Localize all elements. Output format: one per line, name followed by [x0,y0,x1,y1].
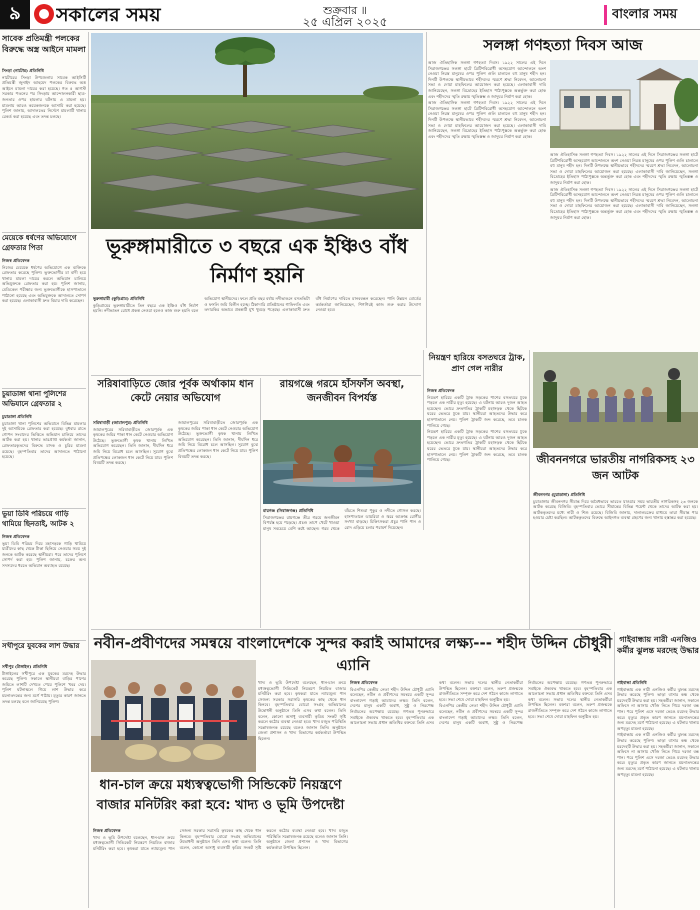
rice-market-side-text: খাদ্য ও ভূমি উপদেষ্টা বলেছেন, ধান-চাল ক্রয়ে মধ্যস্বত্বভোগী সিন্ডিকেট নিয়ন্ত্রণে নিয়মিত বাজার মনিটরিং করা হবে। কৃষকরা যাতে ন্যায্যমূল্য পান সেজন্য সরকার সরাসরি কৃষকের কাছ থেকে ধান কিনবে। বৃহস্পতিবার বোরো সংগ্রহ অভিযানের উদ্বোধনী অনুষ্ঠানে তিনি এসব কথা বলেন। তিনি বলেন, কোনো অসাধু ব্যবসায়ী কৃত্রিম সংকট সৃষ্টি করলে কঠোর ব্যবস্থা নেওয়া হবে। খাদ্য মজুত পরিস্থিতি সন্তোষজনক রয়েছে বলেও জানান তিনি। অনুষ্ঠানে জেলা প্রশাসন ও খাদ্য বিভাগের কর্মকর্তারা উপস্থিত ছিলেন। [258,680,346,741]
rice-market-headline: ধান-চাল ক্রয়ে মধ্যস্বত্বভোগী সিন্ডিকেট নিয়ন্ত্রণে বাজার মনিটরিং করা হবে: খাদ্য ও ভূমি উপদেষ্টা [96,778,345,813]
indians-byline: জীবননগর (চুয়াডাঙ্গা) প্রতিনিধি [533,492,585,497]
shahid-uddin-body [350,680,612,908]
salanga-text-col2b: আজ ঐতিহাসিক সলঙ্গা গণহত্যা দিবস। ১৯২২ সালের এই দিনে সিরাজগঞ্জের সলঙ্গা হাটে ব্রিটিশবিরোধী অসহযোগ আন্দোলনে অংশ নেওয়া নিরস্ত্র মানুষের ওপর পুলিশ গুলি চালালে বহু মানুষ শহীদ হন। দিনটি উপলক্ষে স্থানীয়ভাবে শহীদদের স্মরণে শ্রদ্ধা নিবেদন, আলোচনা সভা ও দোয়া মাহফিলের আয়োজন করা হয়েছে। এলাকাবাসী দাবি জানিয়েছেন, সলঙ্গা বিদ্রোহের ইতিহাস পাঠ্যপুস্তকে অন্তর্ভুক্ত করা হোক এবং শহীদদের স্মৃতি রক্ষায় স্মৃতিস্তম্ভ ও জাদুঘর নির্মাণ করা হোক। [550,186,698,220]
indians-text: চুয়াডাঙ্গার জীবননগর সীমান্ত দিয়ে অবৈধভাবে ভারতে যাওয়ার সময় ভারতীয় নাগরিকসহ ২৩ জনকে আটক করেছে বিজিবি। বৃহস্পতিবার ভোরে সীমান্তের বিভিন্ন পয়েন্ট থেকে তাদের আটক করা হয়। আটককৃতদের মধ্যে নারী ও শিশু রয়েছে। বিজিবি জানায়, দালালচক্রের মাধ্যমে তারা সীমান্ত পার হওয়ার চেষ্টা করছিল। আটককৃতদের বিরুদ্ধে আইনগত ব্যবস্থা গ্রহণের জন্য থানায় হস্তান্তর করা হয়েছে। [533,498,698,521]
truck-headline: নিয়ন্ত্রণ হারিয়ে বসতঘরে ট্রাক, প্রাণ গেল নারীর [428,353,526,373]
logo-emblem [34,4,54,24]
truck-body [427,388,527,624]
bgb-arrest-photo [533,352,698,448]
girl-rape-text: নিজের মেয়েকে ধর্ষণের অভিযোগে এক ব্যক্তিকে গ্রেফতার করেছে পুলিশ। ভুক্তভোগীর মা বাদী হয়ে থানায় মামলা দায়ের করলে অভিযান চালিয়ে অভিযুক্তকে গ্রেফতার করা হয়। পুলিশ জানায়, মেডিকেল পরীক্ষার জন্য ভুক্তভোগীকে হাসপাতালে পাঠানো হয়েছে এবং অভিযুক্তকে আদালতে সোপর্দ করা হয়েছে। এলাকাবাসী দ্রুত বিচার দাবি করেছেন। [2,264,86,304]
truck-byline: নিজস্ব প্রতিবেদক [427,388,455,393]
issue-day: শুক্রবার ॥ [323,4,367,14]
raiganj-headline: রায়গঞ্জে গরমে হাঁসফাঁস অবস্থা, জনজীবন বিপর্যস্ত [279,379,405,404]
sarishabari-headline: সরিষাবাড়িতে জোর পূর্বক অর্থাকাম ধান কেটে নেয়ার অভিযোগ [97,379,254,404]
rice-market-body [93,828,348,908]
palak-text: নাটোরের সিংড়া উপজেলায় সাবেক আইসিটি প্রতিমন্ত্রী জুনাইদ আহমেদ পলকের বিরুদ্ধে অস্ত্র আইনে মামলা দায়ের করা হয়েছে। গত ৫ আগস্ট সরকার পতনের পর সিংড়ায় আন্দোলনকারী ছাত্র-জনতার ওপর হামলার ঘটনায় এ মামলা হয়। মামলায় আরও কয়েকজনকে আসামি করা হয়েছে। পুলিশ জানায়, আদালতের নির্দেশে মামলাটি থানায় রেকর্ড করা হয়েছে এবং তদন্ত চলছে। [2,74,86,119]
snatch-body [2,534,86,638]
bhurungamari-byline: ভূরুঙ্গামারী (কুড়িগ্রাম) প্রতিনিধি [93,296,145,301]
sarishabari-byline: সরিষাবাড়ী (জামালপুর) প্রতিনিধি [93,420,148,425]
inauguration-photo [91,660,256,772]
snatch-byline: নিজস্ব প্রতিবেদক [2,534,30,539]
body-found-headline: সখীপুরে যুবকের লাশ উদ্ধার [2,642,80,650]
children-bathing-photo [263,420,421,504]
gaibandha-body [617,680,699,908]
raiganj-text: সিরাজগঞ্জের রায়গঞ্জে তীব্র গরমে জনজীবন বিপর্যস্ত হয়ে পড়েছে। প্রচণ্ড তাপে খেটে খাওয়া মানুষ সবচেয়ে বেশি কষ্টে আছেন। গরম থেকে বাঁচতে শিশুরা পুকুর ও নদীতে গোসল করছে। হাসপাতালে ডায়রিয়া ও জ্বরে আক্রান্ত রোগীর সংখ্যা বাড়ছে। চিকিৎসকরা প্রচুর পানি পান ও রোদ এড়িয়ে চলার পরামর্শ দিয়েছেন। [263,508,421,531]
section-accent-bar [604,5,607,25]
girl-rape-headline: মেয়েকে ধর্ষণের অভিযোগে গ্রেফতার পিতা [2,234,77,252]
gaibandha-text-cont: গাইবান্ধায় এক নারী এনজিও কর্মীর ঝুলন্ত মরদেহ উদ্ধার করেছে পুলিশ। ভাড়া বাসার কক্ষ থেকে মরদেহটি উদ্ধার করা হয়। সহকর্মীরা জানান, সকালে অফিসে না আসায় খোঁজ নিতে গিয়ে দরজা বন্ধ পান। পরে পুলিশ এসে দরজা ভেঙে মরদেহ উদ্ধার করে। মৃত্যুর প্রকৃত কারণ জানতে ময়নাতদন্তের জন্য মরদেহ মর্গে পাঠানো হয়েছে। এ ঘটনায় থানায় অপমৃত্যু মামলা হয়েছে। [617,732,699,777]
salanga-body-col2 [550,152,698,348]
shahid-uddin-headline: নবীন-প্রবীণদের সমন্বয়ে বাংলাদেশকে সুন্দর করাই আমাদের লক্ষ্য--- শহীদ উদ্দিন চৌধুরী এ্যানি [93,634,613,674]
salanga-body-col1 [428,60,546,350]
rice-market-text: খাদ্য ও ভূমি উপদেষ্টা বলেছেন, ধান-চাল ক্রয়ে মধ্যস্বত্বভোগী সিন্ডিকেট নিয়ন্ত্রণে নিয়মিত বাজার মনিটরিং করা হবে। কৃষকরা যাতে ন্যায্যমূল্য পান সেজন্য সরকার সরাসরি কৃষকের কাছ থেকে ধান কিনবে। বৃহস্পতিবার বোরো সংগ্রহ অভিযানের উদ্বোধনী অনুষ্ঠানে তিনি এসব কথা বলেন। তিনি বলেন, কোনো অসাধু ব্যবসায়ী কৃত্রিম সংকট সৃষ্টি করলে কঠোর ব্যবস্থা নেওয়া হবে। খাদ্য মজুত পরিস্থিতি সন্তোষজনক রয়েছে বলেও জানান তিনি। অনুষ্ঠানে জেলা প্রশাসন ও খাদ্য বিভাগের কর্মকর্তারা উপস্থিত ছিলেন। [93,828,348,851]
sarishabari-text-cont: জামালপুরের সরিষাবাড়ীতে জোরপূর্বক এক কৃষকের জমির পাকা ধান কেটে নেওয়ার অভিযোগ উঠেছে। ভুক্তভোগী কৃষক থানায় লিখিত অভিযোগ করেছেন। তিনি জানান, দীর্ঘদিন ধরে জমি নিয়ে বিরোধ চলে আসছিল। সুযোগ বুঝে প্রতিপক্ষের লোকজন ধান কেটে নিয়ে যায়। পুলিশ বিষয়টি তদন্ত করছে। [178,420,258,459]
salanga-headline: সলঙ্গা গণহত্যা দিবস আজ [483,36,643,54]
snatch-text: ভুয়া ডিবি পরিচয় দিয়ে মহাসড়কে গাড়ি থামিয়ে যাত্রীদের কাছ থেকে টাকা ছিনিয়ে নেওয়ার সময় দুই জনকে আটক করেছে স্থানীয়রা। পরে তাদের পুলিশে সোপর্দ করা হয়। পুলিশ জানায়, চক্রের অন্য সদস্যদের ধরতে অভিযান অব্যাহত রয়েছে। [2,540,86,568]
snatch-headline: ভুয়া ডিবি পরিচয়ে গাড়ি থামিয়ে ছিনতাই, আটক ২ [2,510,75,528]
raiganj-body [263,508,421,626]
bhurungamari-text: কুড়িগ্রামের ভূরুঙ্গামারীতে তিন বছরে এক ইঞ্চিও বাঁধ নির্মাণ হয়নি। নদীভাঙন রোধে প্রকল্প নেওয়া হলেও কাজ শুরু হয়নি বলে অভিযোগ স্থানীয়দের। ফলে প্রতি বছর বর্ষায় নদীভাঙনে বসতভিটা ও ফসলি জমি বিলীন হচ্ছে। ঠিকাদারি প্রতিষ্ঠানের গাফিলতি এবং তদারকির অভাবে প্রকল্পটি মুখ থুবড়ে পড়েছে। এলাকাবাসী দ্রুত বাঁধ নির্মাণের দাবিতে মানববন্ধন করেছেন। পানি উন্নয়ন বোর্ডের কর্মকর্তারা জানিয়েছেন, শিগগিরই কাজ শুরু করার উদ্যোগ নেওয়া হবে। [93,296,421,314]
indians-headline: জীবননগরে ভারতীয় নাগরিকসহ ২৩ জন আটক [536,453,695,482]
palak-headline: সাবেক প্রতিমন্ত্রী পলকের বিরুদ্ধে অস্ত্র আইনে মামলা [2,34,86,54]
salanga-text-cont: আজ ঐতিহাসিক সলঙ্গা গণহত্যা দিবস। ১৯২২ সালের এই দিনে সিরাজগঞ্জের সলঙ্গা হাটে ব্রিটিশবিরোধী অসহযোগ আন্দোলনে অংশ নেওয়া নিরস্ত্র মানুষের ওপর পুলিশ গুলি চালালে বহু মানুষ শহীদ হন। দিনটি উপলক্ষে স্থানীয়ভাবে শহীদদের স্মরণে শ্রদ্ধা নিবেদন, আলোচনা সভা ও দোয়া মাহফিলের আয়োজন করা হয়েছে। এলাকাবাসী দাবি জানিয়েছেন, সলঙ্গা বিদ্রোহের ইতিহাস পাঠ্যপুস্তকে অন্তর্ভুক্ত করা হোক এবং শহীদদের স্মৃতি রক্ষায় স্মৃতিস্তম্ভ ও জাদুঘর নির্মাণ করা হোক। [428,100,546,139]
chuadanga-text: চুয়াডাঙ্গা থানা পুলিশের অভিযানে বিভিন্ন মামলার দুই আসামিকে গ্রেফতার করা হয়েছে। বুধবার রাতে গোপন সংবাদের ভিত্তিতে অভিযান চালিয়ে তাদের আটক করা হয়। থানার ভারপ্রাপ্ত কর্মকর্তা জানান, গ্রেফতারকৃতদের বিরুদ্ধে মাদক ও চুরির মামলা রয়েছে। বৃহস্পতিবার তাদের আদালতে পাঠানো হয়েছে। [2,420,86,460]
sarishabari-text: জামালপুরের সরিষাবাড়ীতে জোরপূর্বক এক কৃষকের জমির পাকা ধান কেটে নেওয়ার অভিযোগ উঠেছে। ভুক্তভোগী কৃষক থানায় লিখিত অভিযোগ করেছেন। তিনি জানান, দীর্ঘদিন ধরে জমি নিয়ে বিরোধ চলে আসছিল। সুযোগ বুঝে প্রতিপক্ষের লোকজন ধান কেটে নিয়ে যায়। পুলিশ বিষয়টি তদন্ত করছে। [93,426,173,466]
truck-text-cont: নিয়ন্ত্রণ হারিয়ে একটি ট্রাক সড়কের পাশের বসতঘরে ঢুকে পড়লে এক নারীর মৃত্যু হয়েছে। এ ঘটনায় আরও দুজন আহত হয়েছেন। ভোরে দ্রুতগতির ট্রাকটি মহাসড়ক থেকে ছিটকে ঘরের ভেতরে ঢুকে যায়। স্থানীয়রা আহতদের উদ্ধার করে হাসপাতালে নেয়। পুলিশ ট্রাকটি জব্দ করেছে, তবে চালক পালিয়ে গেছে। [427,429,527,463]
chuadanga-body [2,414,86,506]
sarishabari-body [93,420,258,626]
raiganj-byline: রায়গঞ্জ (সিরাজগঞ্জ) প্রতিনিধি [263,508,314,513]
chuadanga-byline: চুয়াডাঙ্গা প্রতিনিধি [2,414,32,419]
shahid-uddin-text: বিএনপির কেন্দ্রীয় নেতা শহীদ উদ্দিন চৌধুরী এ্যানি বলেছেন, নবীন ও প্রবীণদের সমন্বয়ে একটি সুন্দর বাংলাদেশ গড়াই আমাদের লক্ষ্য। তিনি বলেন, দেশের মানুষ একটি অবাধ, সুষ্ঠু ও নিরপেক্ষ নির্বাচনের অপেক্ষায় রয়েছে। গণতন্ত্র পুনরুদ্ধারে সবাইকে ঐক্যবদ্ধ থাকতে হবে। বৃহস্পতিবার এক আলোচনা সভায় প্রধান অতিথির বক্তব্যে তিনি এসব কথা বলেন। সভায় দলের স্থানীয় নেতাকর্মীরা উপস্থিত ছিলেন। বক্তারা বলেন, তরুণ প্রজন্মকে রাজনীতিতে সম্পৃক্ত করে দেশ গঠনে কাজে লাগাতে হবে। সভা শেষে দোয়া মাহফিল অনুষ্ঠিত হয়। [350,680,523,726]
girl-rape-body [2,258,86,386]
rice-market-side-body [258,680,346,774]
chuadanga-headline: চুয়াডাঙ্গা থানা পুলিশের অভিযানে গ্রেফতার ২ [2,390,67,408]
shahid-uddin-byline: নিজস্ব প্রতিবেদক [350,680,378,685]
gaibandha-byline: গাইবান্ধা প্রতিনিধি [617,680,647,685]
salanga-text: আজ ঐতিহাসিক সলঙ্গা গণহত্যা দিবস। ১৯২২ সালের এই দিনে সিরাজগঞ্জের সলঙ্গা হাটে ব্রিটিশবিরোধী অসহযোগ আন্দোলনে অংশ নেওয়া নিরস্ত্র মানুষের ওপর পুলিশ গুলি চালালে বহু মানুষ শহীদ হন। দিনটি উপলক্ষে স্থানীয়ভাবে শহীদদের স্মরণে শ্রদ্ধা নিবেদন, আলোচনা সভা ও দোয়া মাহফিলের আয়োজন করা হয়েছে। এলাকাবাসী দাবি জানিয়েছেন, সলঙ্গা বিদ্রোহের ইতিহাস পাঠ্যপুস্তকে অন্তর্ভুক্ত করা হোক এবং শহীদদের স্মৃতি রক্ষায় স্মৃতিস্তম্ভ ও জাদুঘর নির্মাণ করা হোক। [428,60,546,99]
memorial-building-photo [550,60,698,148]
truck-text: নিয়ন্ত্রণ হারিয়ে একটি ট্রাক সড়কের পাশের বসতঘরে ঢুকে পড়লে এক নারীর মৃত্যু হয়েছে। এ ঘটনায় আরও দুজন আহত হয়েছেন। ভোরে দ্রুতগতির ট্রাকটি মহাসড়ক থেকে ছিটকে ঘরের ভেতরে ঢুকে যায়। স্থানীয়রা আহতদের উদ্ধার করে হাসপাতালে নেয়। পুলিশ ট্রাকটি জব্দ করেছে, তবে চালক পালিয়ে গেছে। [427,394,527,428]
section-name: বাংলার সময় [612,7,678,22]
page-number: ৯ [0,0,30,29]
body-found-body [2,664,86,908]
salanga-text-col2: আজ ঐতিহাসিক সলঙ্গা গণহত্যা দিবস। ১৯২২ সালের এই দিনে সিরাজগঞ্জের সলঙ্গা হাটে ব্রিটিশবিরোধী অসহযোগ আন্দোলনে অংশ নেওয়া নিরস্ত্র মানুষের ওপর পুলিশ গুলি চালালে বহু মানুষ শহীদ হন। দিনটি উপলক্ষে স্থানীয়ভাবে শহীদদের স্মরণে শ্রদ্ধা নিবেদন, আলোচনা সভা ও দোয়া মাহফিলের আয়োজন করা হয়েছে। এলাকাবাসী দাবি জানিয়েছেন, সলঙ্গা বিদ্রোহের ইতিহাস পাঠ্যপুস্তকে অন্তর্ভুক্ত করা হোক এবং শহীদদের স্মৃতি রক্ষায় স্মৃতিস্তম্ভ ও জাদুঘর নির্মাণ করা হোক। [550,152,698,185]
indians-body [533,492,698,626]
body-found-text: টাঙ্গাইলের সখীপুরে এক যুবকের মরদেহ উদ্ধার করেছে পুলিশ। সকালে স্থানীয়রা বাড়ির পাশের জমিতে লাশটি দেখতে পেয়ে পুলিশে খবর দেয়। পুলিশ ঘটনাস্থলে গিয়ে লাশ উদ্ধার করে ময়নাতদন্তের জন্য মর্গে পাঠায়। মৃত্যুর কারণ জানতে তদন্ত চলছে বলে জানিয়েছে পুলিশ। [2,670,86,704]
shahid-uddin-text-cont: বিএনপির কেন্দ্রীয় নেতা শহীদ উদ্দিন চৌধুরী এ্যানি বলেছেন, নবীন ও প্রবীণদের সমন্বয়ে একটি সুন্দর বাংলাদেশ গড়াই আমাদের লক্ষ্য। তিনি বলেন, দেশের মানুষ একটি অবাধ, সুষ্ঠু ও নিরপেক্ষ নির্বাচনের অপেক্ষায় রয়েছে। গণতন্ত্র পুনরুদ্ধারে সবাইকে ঐক্যবদ্ধ থাকতে হবে। বৃহস্পতিবার এক আলোচনা সভায় প্রধান অতিথির বক্তব্যে তিনি এসব কথা বলেন। সভায় দলের স্থানীয় নেতাকর্মীরা উপস্থিত ছিলেন। বক্তারা বলেন, তরুণ প্রজন্মকে রাজনীতিতে সম্পৃক্ত করে দেশ গঠনে কাজে লাগাতে হবে। সভা শেষে দোয়া মাহফিল অনুষ্ঠিত হয়। [439,680,612,726]
embankment-field-photo [91,33,423,229]
bhurungamari-headline: ভূরুঙ্গামারীতে ৩ বছরে এক ইঞ্চিও বাঁধ নির্মাণ হয়নি [106,234,408,287]
masthead [0,0,700,30]
girl-rape-byline: নিজস্ব প্রতিবেদক [2,258,30,263]
gaibandha-headline: গাইবান্ধায় নারী এনজিও কর্মীর ঝুলন্ত মরদেহ উদ্ধার [617,635,699,655]
bhurungamari-body [93,296,421,372]
issue-date: ২৫ এপ্রিল ২০২৫ [302,15,388,28]
logo-text: সকালের সময় [56,4,161,26]
gaibandha-text: গাইবান্ধায় এক নারী এনজিও কর্মীর ঝুলন্ত মরদেহ উদ্ধার করেছে পুলিশ। ভাড়া বাসার কক্ষ থেকে মরদেহটি উদ্ধার করা হয়। সহকর্মীরা জানান, সকালে অফিসে না আসায় খোঁজ নিতে গিয়ে দরজা বন্ধ পান। পরে পুলিশ এসে দরজা ভেঙে মরদেহ উদ্ধার করে। মৃত্যুর প্রকৃত কারণ জানতে ময়নাতদন্তের জন্য মরদেহ মর্গে পাঠানো হয়েছে। এ ঘটনায় থানায় অপমৃত্যু মামলা হয়েছে। [617,686,699,731]
rice-market-byline: নিজস্ব প্রতিবেদক [93,828,121,833]
body-found-byline: সখীপুর (টাঙ্গাইল) প্রতিনিধি [2,664,48,669]
palak-byline: সিংড়া (নাটোর) প্রতিনিধি [2,68,44,73]
